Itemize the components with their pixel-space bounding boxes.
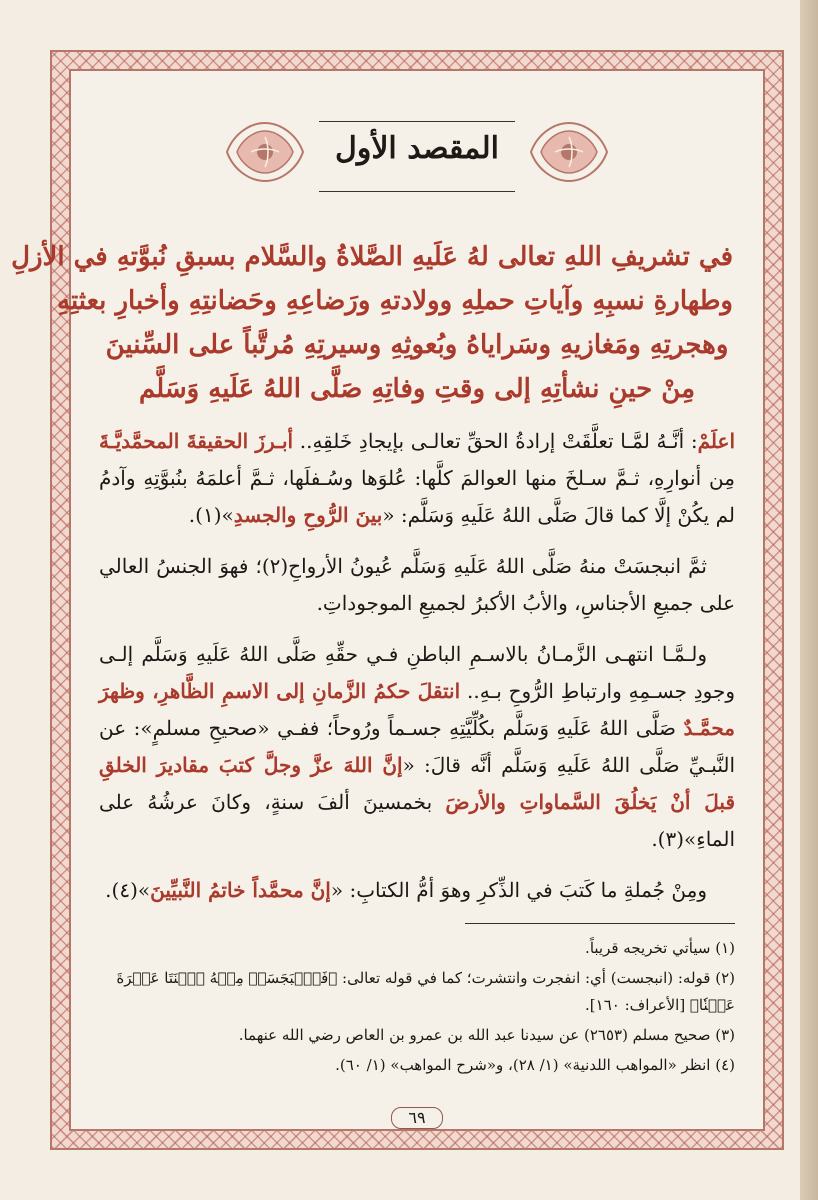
- footnotes: [99, 935, 735, 1082]
- book-gutter: [800, 0, 818, 1200]
- decorative-border: [11, 50, 784, 1150]
- highlighted-text: إنَّ اللهَ عزَّ وجلَّ كتبَ مقاديرَ الخلقِ قبلَ أنْ يَخلُقَ السَّماواتِ والأرضَ: [99, 753, 736, 814]
- page-number: ٦٩: [391, 1107, 442, 1129]
- text-area: [11, 69, 765, 1131]
- floral-ornament-icon: [221, 117, 309, 187]
- main-text: [99, 423, 735, 923]
- highlighted-text: بينَ الرُّوحِ والجسدِ: [233, 503, 383, 527]
- footnote-separator: [465, 923, 735, 924]
- footnote: (٤) انظر «المواهب اللدنية» (١/ ٢٨)، و«شرح المواهب» (١/ ٦٠).: [335, 1056, 735, 1074]
- highlighted-text: أبـرزَ الحقيقةَ المحمَّديَّـةَ: [99, 429, 294, 453]
- heading-line: وطهارةِ نسبِهِ وآياتِ حملِهِ وولادتهِ ورَضاعِهِ وحَضانتِهِ وأخبارِ بعثتِهِ: [57, 286, 733, 316]
- heading-line: في تشريفِ اللهِ تعالى لهُ عَلَيهِ الصَّلاةُ والسَّلام بسبقِ نُبوَّتهِ في الأزلِ: [11, 242, 733, 272]
- footnote: (٢) قوله: (انبجست) أي: انفجرت وانتشرت؛ كما في قوله تعالى: ﴿فَٱنۢبَجَسَتۡ مِنۡهُ ٱثۡنَتَا عَشۡرَةَ عَيۡنٗا﴾ [الأعراف: ١٦٠].: [116, 969, 735, 1014]
- title-rule-top: [319, 121, 515, 122]
- footnote: (٣) صحيح مسلم (٢٦٥٣) عن سيدنا عبد الله بن عمرو بن العاص رضي الله عنهما.: [238, 1026, 735, 1044]
- body-paragraph: [99, 548, 735, 622]
- highlighted-text: إنَّ محمَّداً خاتمُ النَّبيِّينَ: [150, 878, 331, 902]
- heading-line: مِنْ حينِ نشأتِهِ إلى وقتِ وفاتِهِ صَلَّى اللهُ عَلَيهِ وَسَلَّم: [138, 374, 696, 404]
- highlighted-text: انتقلَ حكمُ الزَّمانِ إلى الاسمِ الظَّاهرِ، وظهرَ محمَّـدٌ: [99, 679, 735, 740]
- chapter-title: المقصد الأول: [335, 131, 499, 166]
- body-paragraph: [99, 423, 735, 534]
- body-text: مِن أنوارِهِ، ثـمَّ سـلخَ منها العوالمَ كلَّها: عُلوَها وسُـفلَها، ثـمَّ أعلمَهُ بنُبوَّتِهِ وآدمُ لم يكُنْ إلَّا كما قالَ صَلَّى اللهُ عَلَيهِ وَسَلَّم: «: [99, 466, 735, 527]
- body-paragraph: [99, 636, 735, 858]
- body-text: ومِنْ جُملةِ ما كَتبَ في الذِّكرِ وهوَ أمُّ الكتابِ: «: [330, 878, 707, 902]
- body-text: »(١).: [188, 503, 234, 527]
- title-rule-bottom: [319, 191, 515, 192]
- page-number-box: [71, 1107, 763, 1131]
- body-text: ثمَّ انبجسَتْ منهُ صَلَّى اللهُ عَلَيهِ وَسَلَّم عُيونُ الأرواحِ(٢)؛ فهوَ الجنسُ العالي على جميعِ الأجناسِ، والأبُ الأكبرُ لجميعِ الموجوداتِ.: [99, 554, 735, 615]
- body-text: »(٤).: [105, 878, 151, 902]
- section-heading: [11, 235, 733, 411]
- heading-line: وهجرتِهِ ومَغازيهِ وسَراياهُ وبُعوثِهِ وسيرتِهِ مُرتَّباً على السِّنينَ: [105, 330, 729, 360]
- highlighted-text: اعلَمْ: [697, 429, 735, 453]
- body-text: : أنَّـهُ لمَّـا تعلَّقَتْ إرادةُ الحقِّ تعالـى بإيجادِ خَلقِهِ..: [293, 429, 698, 453]
- body-paragraph: [99, 872, 735, 909]
- body-text: صَلَّى اللهُ عَلَيهِ وَسَلَّم بكُلِّيَّتِهِ جسـماً ورُوحاً؛ ففـي «صحيحِ مسلمٍ»: عن النَّبـيِّ صَلَّى اللهُ عَلَيهِ وَسَلَّم أنَّه قالَ: «: [99, 716, 736, 777]
- chapter-title-block: [71, 107, 763, 207]
- body-text: ولـمَّـا انتهـى الزَّمـانُ بالاسـمِ الباطنِ فـي حقِّهِ صَلَّى اللهُ عَلَيهِ وَسَلَّم إلـى وجودِ جسـمِهِ وارتباطِ الرُّوحِ بـهِ..: [99, 642, 736, 703]
- footnote: (١) سيأتي تخريجه قريباً.: [585, 939, 735, 957]
- floral-ornament-icon: [525, 117, 613, 187]
- body-text: بخمسينَ ألفَ سنةٍ، وكانَ عرشُهُ على الماءِ»(٣).: [99, 790, 735, 851]
